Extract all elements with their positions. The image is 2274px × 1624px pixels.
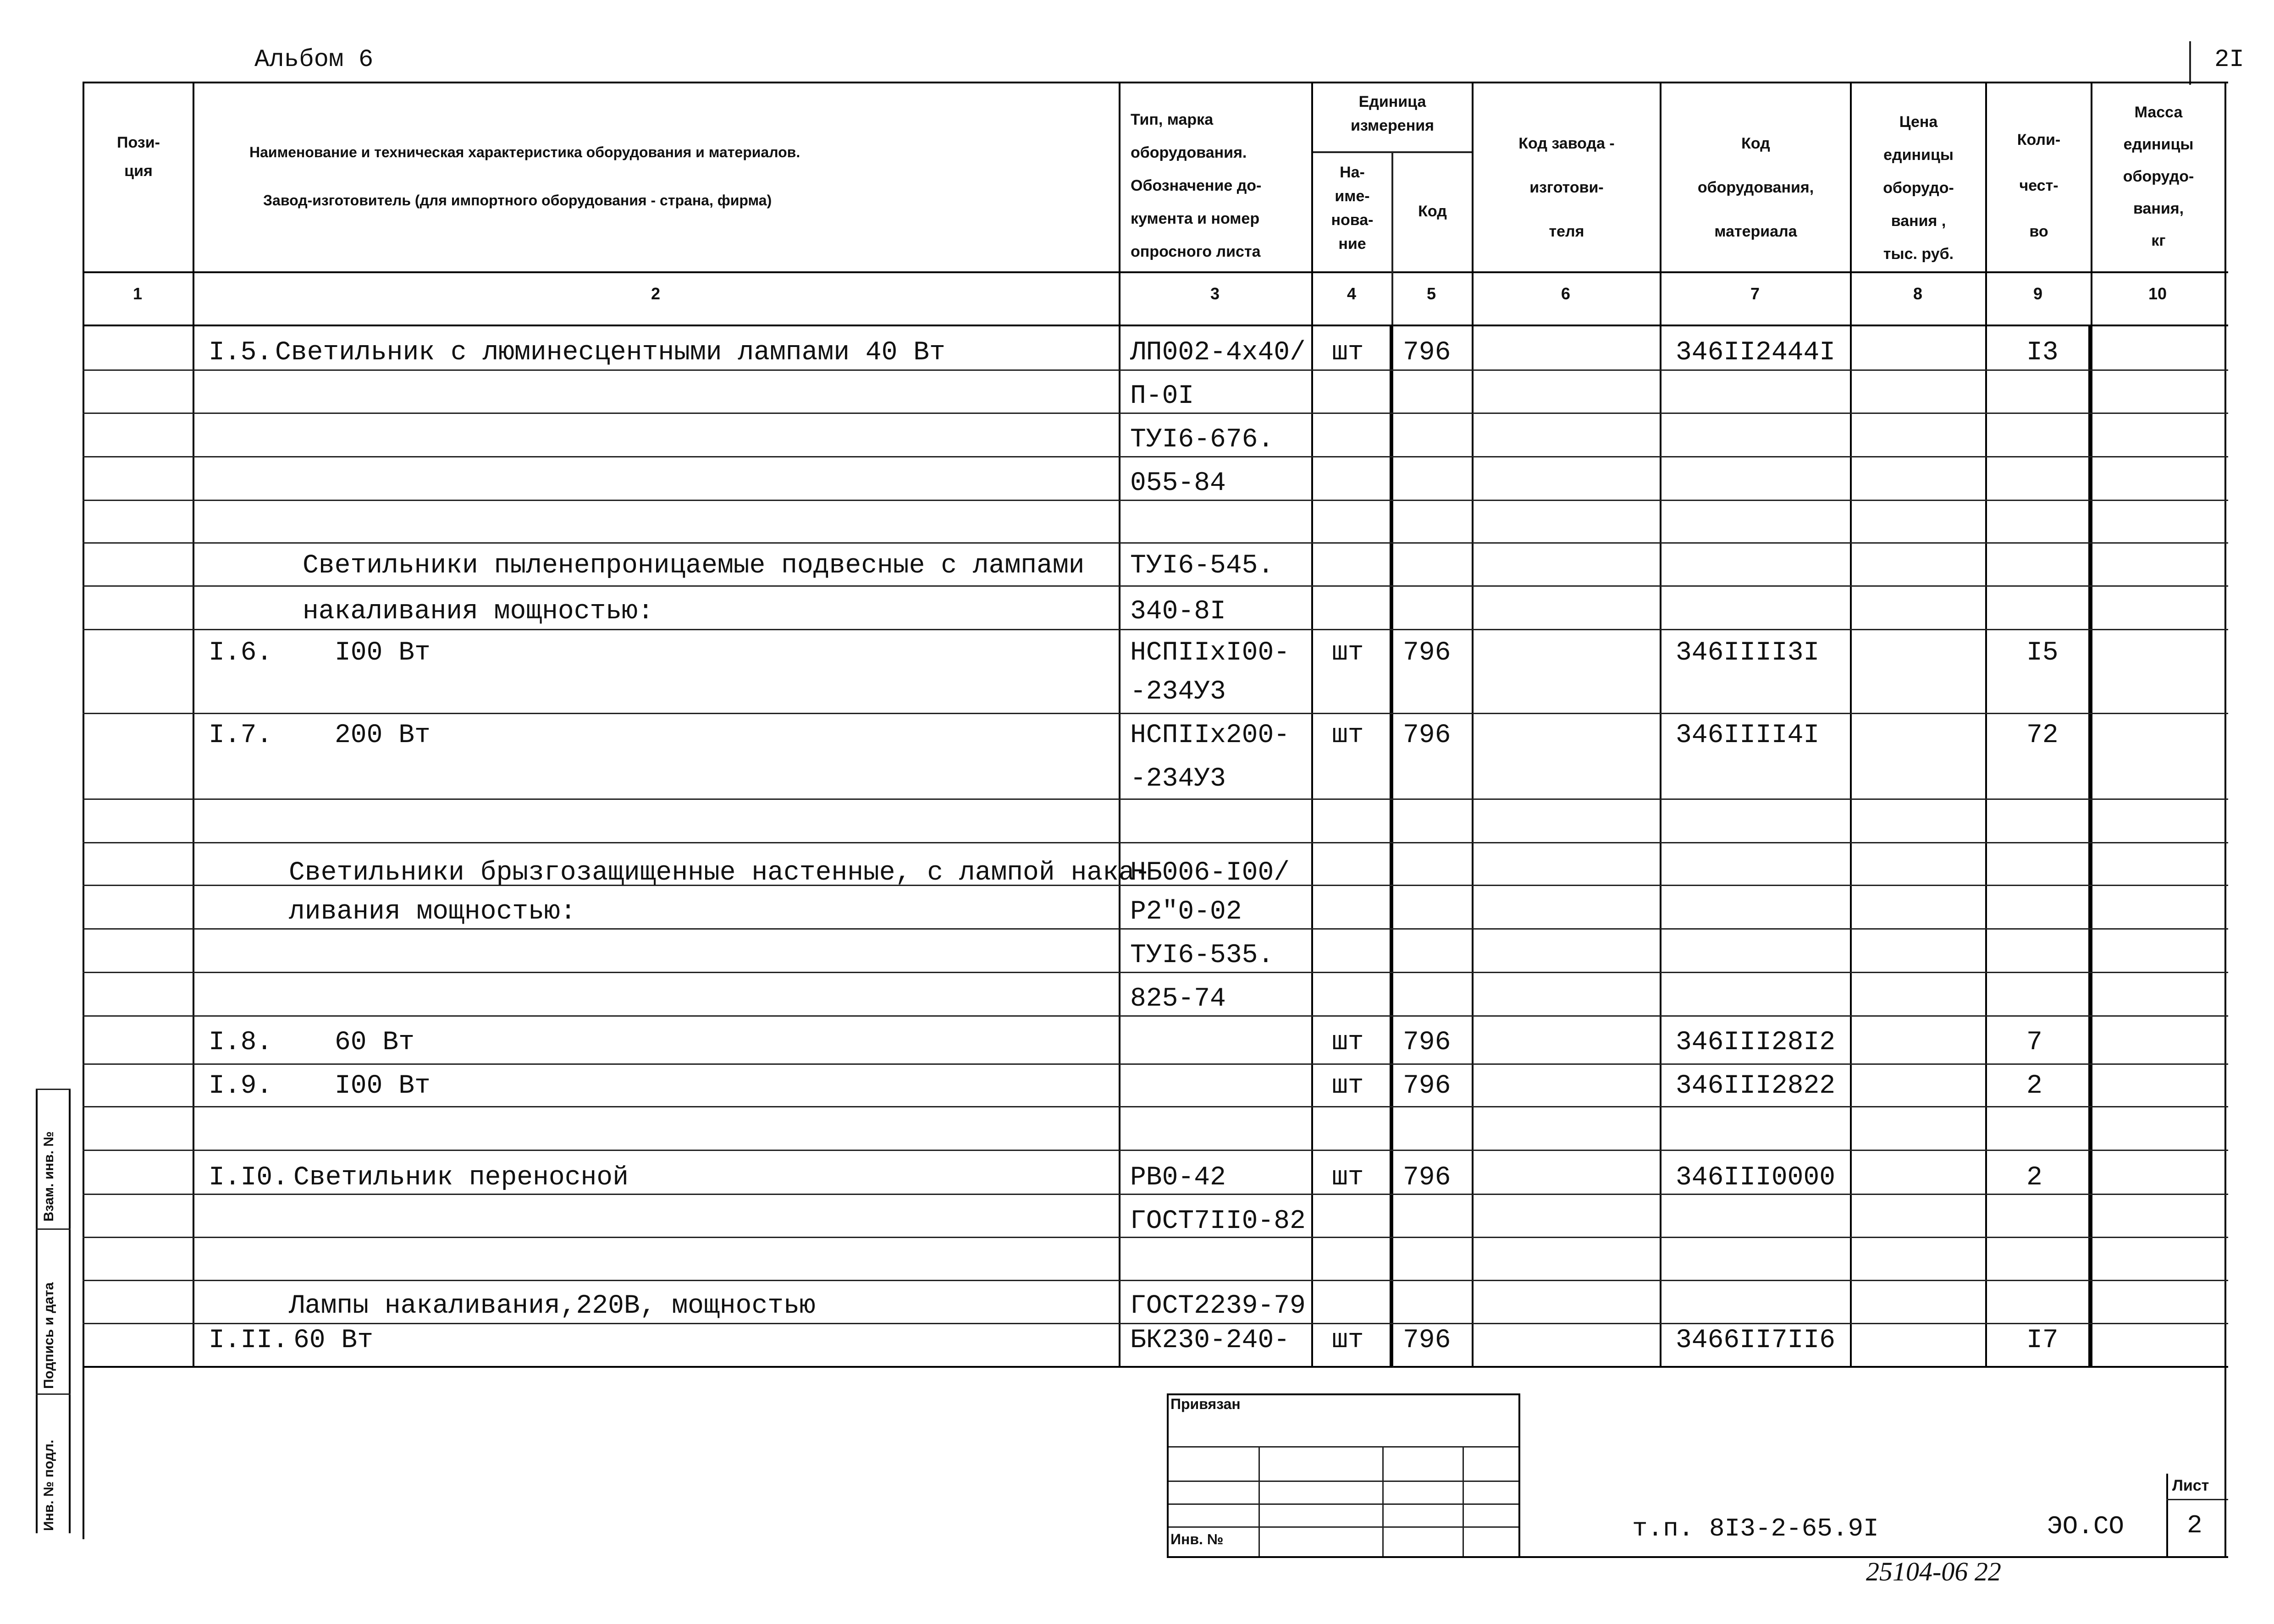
colnum-9: 9 [2033, 284, 2043, 303]
colnum-bottom-border [83, 325, 2228, 326]
side-label-signature-date: Подпись и дата [41, 1282, 56, 1389]
row-type: ГОСТ2239-79 [1130, 1291, 1306, 1321]
row-unit-code: 796 [1403, 721, 1451, 750]
sheet-number: 2I [2214, 46, 2244, 74]
row-unit: шт [1332, 638, 1364, 668]
colnum-5: 5 [1426, 284, 1436, 303]
colnum-4: 4 [1347, 284, 1357, 303]
row-equipment-code: 3466II7II6 [1676, 1326, 1836, 1355]
col-line-5 [1472, 82, 1474, 1368]
row-equipment-code: 346II2444I [1676, 338, 1836, 368]
row-name: I00 Вт [335, 1071, 431, 1101]
header-col3: Тип, марка оборудования. Обозначение до- кумента и номер опросного листа [1131, 111, 1262, 260]
row-quantity: 2 [2026, 1163, 2042, 1193]
stamp-document-code: т.п. 8I3-2-65.9I [1632, 1514, 1879, 1543]
row-type: ГОСТ7II0-82 [1130, 1206, 1306, 1236]
header-col4: На- име- нова- ние [1331, 164, 1374, 253]
album-title: Альбом 6 [254, 46, 374, 74]
row-type: -234У3 [1130, 677, 1226, 707]
row-type: ТУI6-545. [1130, 551, 1274, 581]
row-position: I.7. [209, 721, 273, 750]
row-type: П-0I [1130, 381, 1194, 411]
row-name: ливания мощностью: [289, 897, 576, 927]
row-unit-code: 796 [1403, 638, 1451, 668]
row-unit: шт [1332, 338, 1364, 368]
row-unit-code: 796 [1403, 1326, 1451, 1355]
row-unit-code: 796 [1403, 1163, 1451, 1193]
row-name: Светильники брызгозащищенные настенные, с лампой нака- [289, 858, 1151, 888]
col-line-2 [1119, 82, 1120, 1368]
handwritten-footer: 25104-06 22 [1866, 1557, 2001, 1586]
row-position: I.6. [209, 638, 273, 668]
colnum-7: 7 [1750, 284, 1760, 303]
row-name: Светильник переносной [293, 1163, 629, 1193]
header-col5: Код [1418, 203, 1447, 220]
row-name: Светильник с люминесцентными лампами 40 Вт [275, 338, 945, 368]
header-col10: Масса единицы оборудо- вания, кг [2123, 104, 2194, 249]
row-type: НСПIIхI00- [1130, 638, 1290, 668]
col-line-8 [1985, 82, 1987, 1368]
row-position: I.I0. [209, 1163, 289, 1193]
row-quantity: 72 [2026, 721, 2059, 750]
row-name: Светильники пыленепроницаемые подвесные с лампами [303, 551, 1085, 581]
header-col7: Код оборудования, материала [1697, 135, 1814, 240]
row-position: I.8. [209, 1028, 273, 1057]
code-box-right [2088, 325, 2092, 1368]
row-equipment-code: 346IIII4I [1676, 721, 1820, 750]
table-bottom-border [83, 1366, 2228, 1368]
stamp-privyazan: Привязан [1170, 1396, 1241, 1412]
row-type: 340-8I [1130, 597, 1226, 627]
row-equipment-code: 346III2822 [1676, 1071, 1836, 1101]
row-position: I.9. [209, 1071, 273, 1101]
colnum-2: 2 [651, 284, 661, 303]
row-type: ТУI6-535. [1130, 941, 1274, 970]
colnum-1: 1 [132, 284, 143, 303]
header-unit: Единица измерения [1351, 93, 1434, 134]
row-unit-code: 796 [1403, 1071, 1451, 1101]
row-quantity: 2 [2026, 1071, 2042, 1101]
header-col9: Коли- чест- во [2017, 131, 2061, 240]
row-type: НБ006-I00/ [1130, 858, 1290, 888]
row-quantity: I3 [2026, 338, 2059, 368]
row-name: Лампы накаливания,220В, мощностью [289, 1291, 816, 1321]
col-line-0 [83, 82, 84, 1539]
row-position: I.II. [209, 1326, 289, 1355]
table-top-border [83, 82, 2228, 83]
row-quantity: I7 [2026, 1326, 2059, 1355]
header-bottom-border [83, 271, 2228, 273]
row-type: -234У3 [1130, 764, 1226, 794]
row-name: I00 Вт [335, 638, 431, 668]
code-box-left [1390, 325, 1393, 1368]
row-type: НСПIIх200- [1130, 721, 1290, 750]
row-unit: шт [1332, 1163, 1364, 1193]
row-equipment-code: 346III28I2 [1676, 1028, 1836, 1057]
row-unit-code: 796 [1403, 338, 1451, 368]
side-label-inv-podl: Инв. № подл. [41, 1439, 56, 1531]
row-type: БК230-240- [1130, 1326, 1290, 1355]
col-line-3 [1311, 82, 1313, 1368]
row-name: накаливания мощностью: [303, 597, 654, 627]
col-line-6 [1660, 82, 1661, 1368]
col-line-7 [1850, 82, 1852, 1368]
row-quantity: 7 [2026, 1028, 2042, 1057]
row-type: ТУI6-676. [1130, 425, 1274, 455]
stamp-sheet-number: 2 [2187, 1511, 2202, 1540]
stamp-inv: Инв. № [1170, 1531, 1224, 1547]
sheet-number-divider [2189, 41, 2191, 85]
row-unit-code: 796 [1403, 1028, 1451, 1057]
col-line-1 [193, 82, 194, 1368]
row-equipment-code: 346III0000 [1676, 1163, 1836, 1193]
stamp-sheet-label: Лист [2172, 1477, 2209, 1494]
stamp-section-code: ЭО.СО [2047, 1512, 2125, 1541]
row-quantity: I5 [2026, 638, 2059, 668]
colnum-6: 6 [1561, 284, 1571, 303]
row-type: ЛП002-4х40/ [1130, 338, 1306, 368]
header-col1: Пози- ция [117, 134, 160, 180]
row-type: РВ0-42 [1130, 1163, 1226, 1193]
colnum-3: 3 [1210, 284, 1220, 303]
header-col8: Цена единицы оборудо- вания , тыс. руб. [1883, 113, 1954, 263]
row-unit: шт [1332, 1071, 1364, 1101]
row-type: 055-84 [1130, 468, 1226, 498]
colnum-10: 10 [2148, 284, 2167, 303]
header-col2: Наименование и техническая характеристика оборудования и материалов. Завод-изготовитель (для импортного оборудования - страна, фирма) [249, 144, 800, 209]
row-type: 825-74 [1130, 984, 1226, 1014]
row-unit: шт [1332, 1326, 1364, 1355]
row-type: Р2"0-02 [1130, 897, 1242, 927]
row-position: I.5. [209, 338, 273, 368]
col-line-10 [2224, 82, 2226, 1368]
row-unit: шт [1332, 1028, 1364, 1057]
header-col6: Код завода - изготови- теля [1518, 135, 1615, 240]
row-name: 60 Вт [335, 1028, 415, 1057]
side-label-vzam-inv: Взам. инв. № [41, 1131, 56, 1222]
row-name: 200 Вт [335, 721, 431, 750]
row-equipment-code: 346IIII3I [1676, 638, 1820, 668]
colnum-8: 8 [1913, 284, 1923, 303]
row-unit: шт [1332, 721, 1364, 750]
row-name: 60 Вт [293, 1326, 374, 1355]
